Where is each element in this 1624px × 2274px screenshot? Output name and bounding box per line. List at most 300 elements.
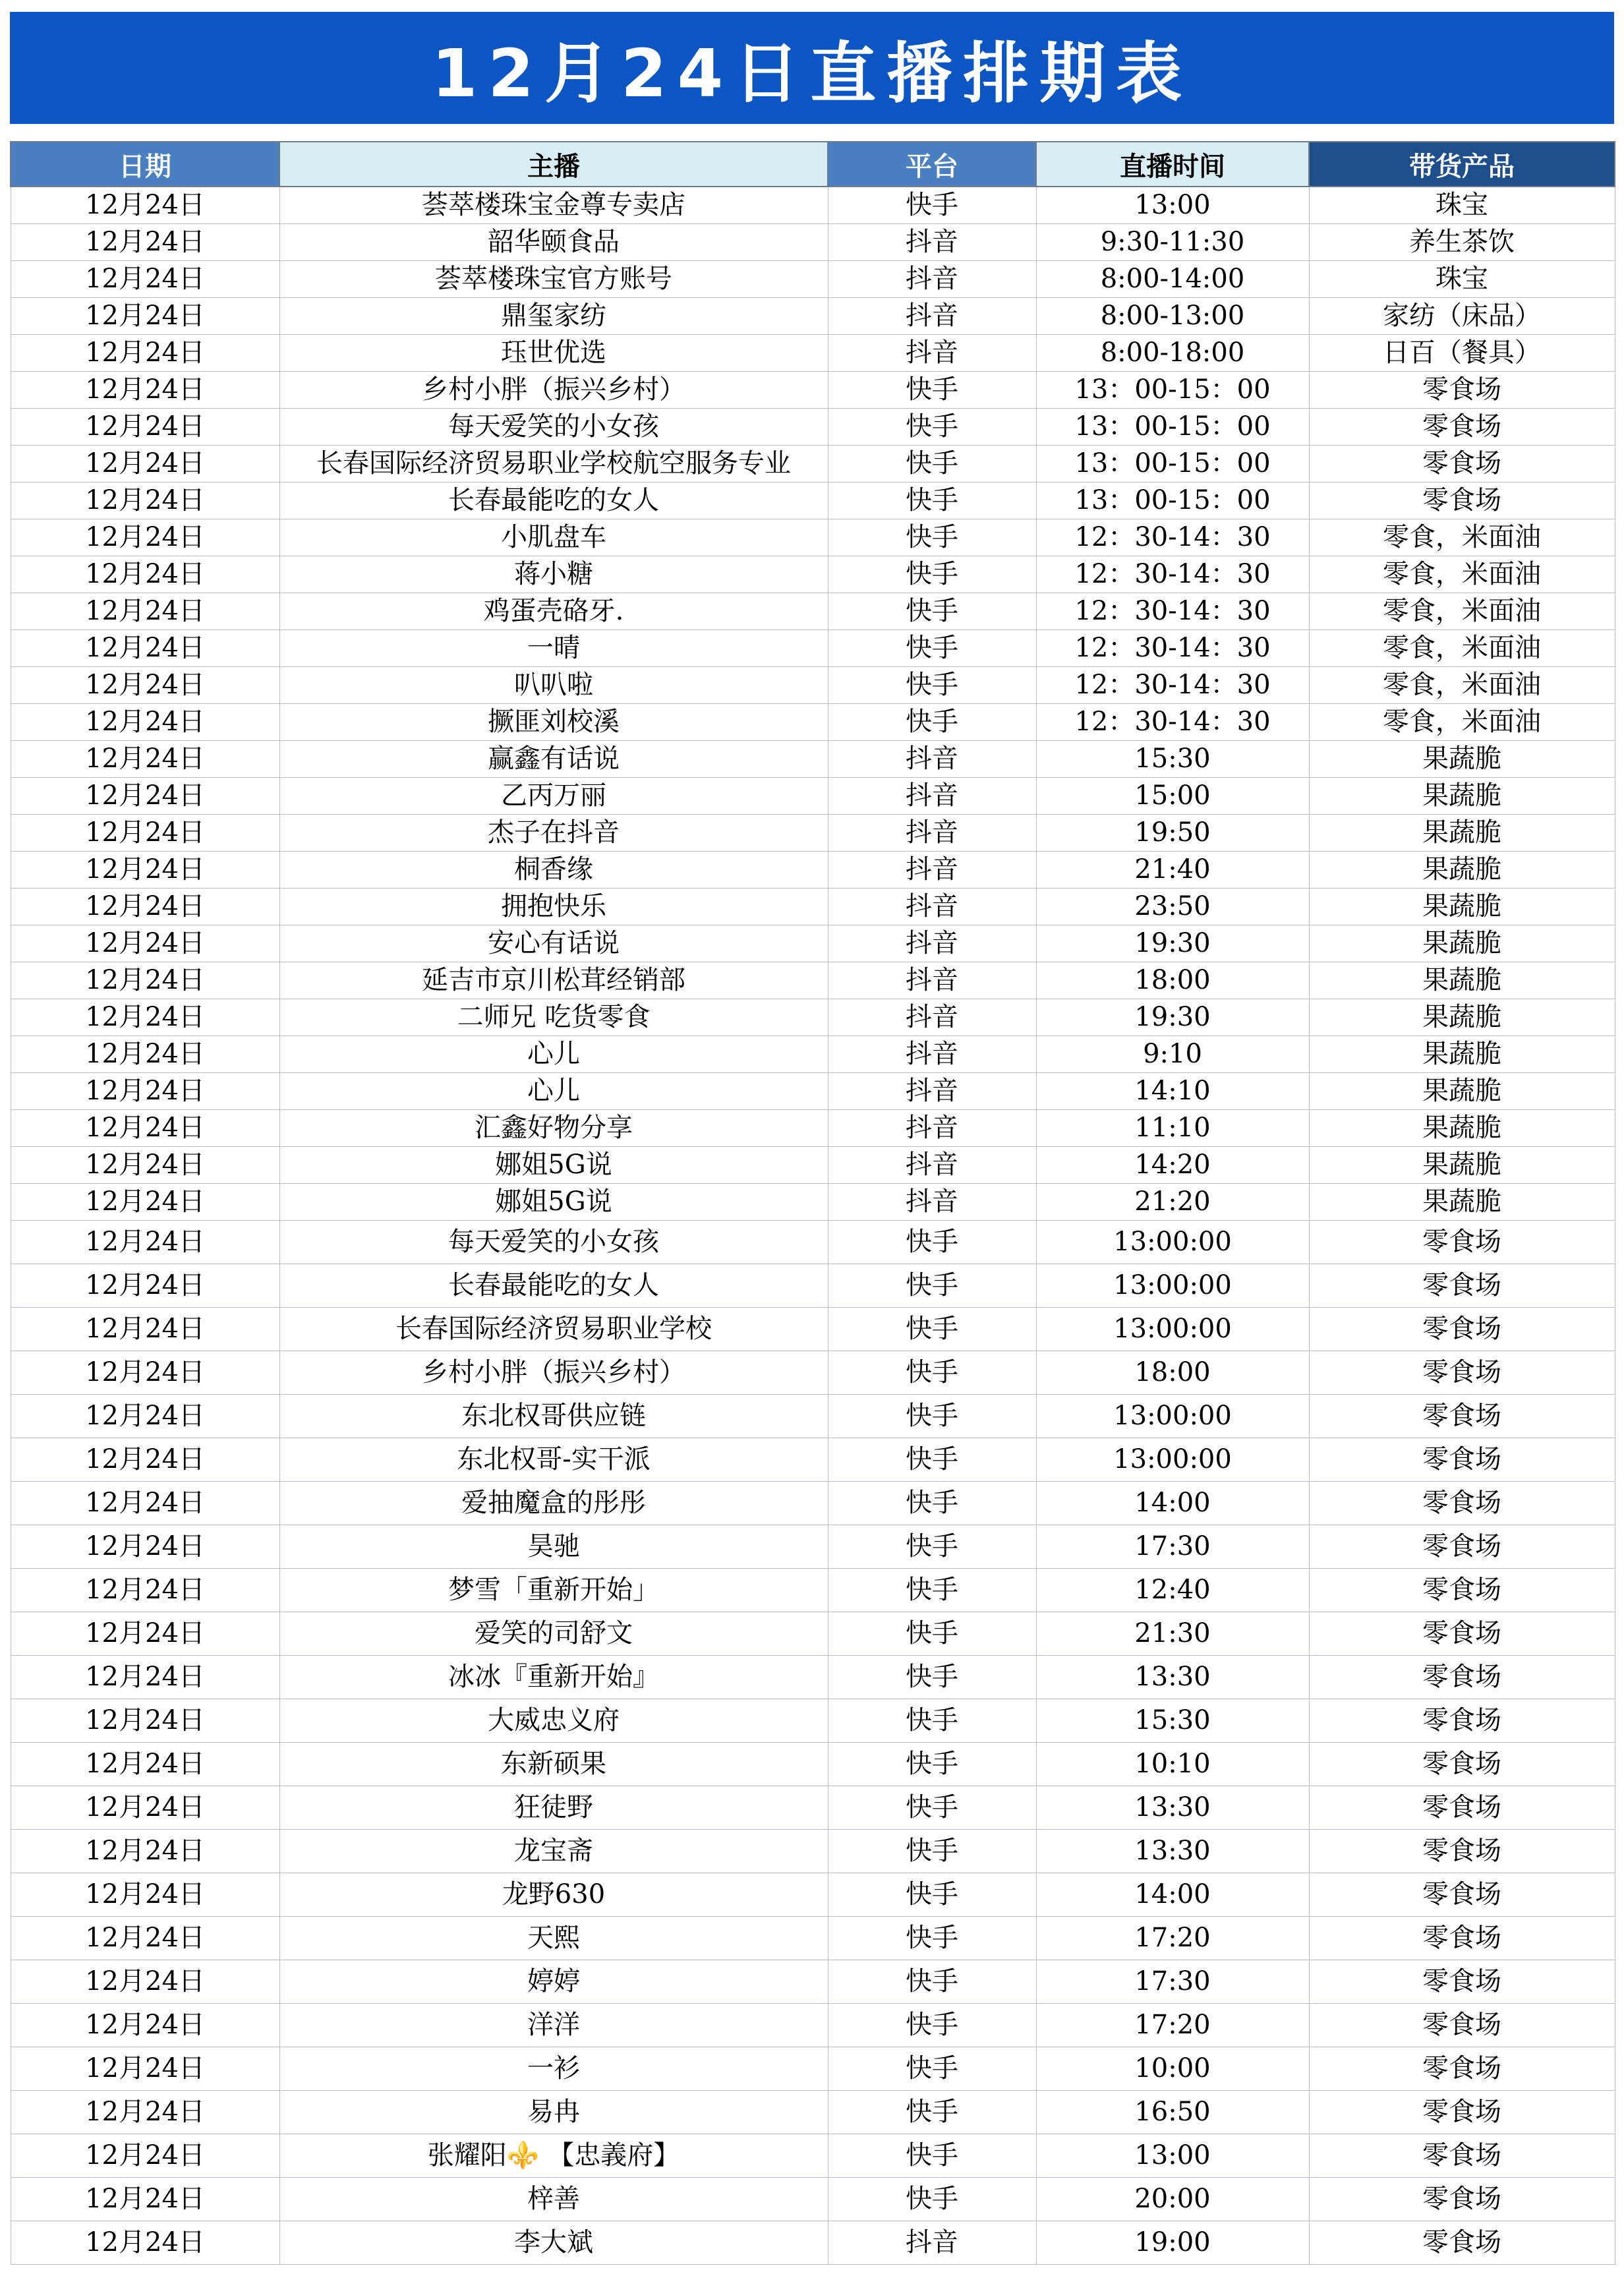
cell-product: 零食场 — [1309, 408, 1615, 445]
cell-host: 天熙 — [279, 1916, 828, 1960]
cell-platform: 快手 — [828, 445, 1036, 482]
cell-product: 零食，米面油 — [1309, 556, 1615, 593]
table-row — [11, 260, 1615, 297]
cell-host: 珏世优选 — [279, 334, 828, 371]
cell-host: 乡村小胖（振兴乡村） — [279, 371, 828, 408]
table-row — [11, 1655, 1615, 1699]
cell-platform: 抖音 — [828, 1035, 1036, 1072]
header-row — [11, 142, 1615, 187]
cell-product: 零食场 — [1309, 1220, 1615, 1264]
cell-time: 13:00:00 — [1036, 1394, 1309, 1438]
cell-platform: 快手 — [828, 1481, 1036, 1525]
cell-date: 12月24日 — [11, 851, 279, 888]
cell-platform: 快手 — [828, 408, 1036, 445]
cell-host: 安心有话说 — [279, 925, 828, 962]
cell-platform: 快手 — [828, 1525, 1036, 1568]
cell-host: 东新硕果 — [279, 1742, 828, 1786]
cell-time: 18:00 — [1036, 1351, 1309, 1394]
table-row — [11, 703, 1615, 740]
table-row — [11, 1109, 1615, 1146]
cell-date: 12月24日 — [11, 1873, 279, 1916]
cell-time: 8:00-18:00 — [1036, 334, 1309, 371]
table-row — [11, 925, 1615, 962]
cell-host: 鼎玺家纺 — [279, 297, 828, 334]
table-row — [11, 1916, 1615, 1960]
cell-product: 零食场 — [1309, 1742, 1615, 1786]
cell-date: 12月24日 — [11, 1655, 279, 1699]
cell-product: 零食场 — [1309, 1829, 1615, 1873]
table-row — [11, 445, 1615, 482]
cell-product: 零食场 — [1309, 2090, 1615, 2134]
cell-host: 龙宝斋 — [279, 1829, 828, 1873]
cell-time: 9:10 — [1036, 1035, 1309, 1072]
cell-host: 乙丙万丽 — [279, 777, 828, 814]
cell-time: 15:00 — [1036, 777, 1309, 814]
cell-date: 12月24日 — [11, 703, 279, 740]
cell-time: 12：30-14：30 — [1036, 556, 1309, 593]
cell-product: 零食场 — [1309, 2221, 1615, 2264]
cell-platform: 抖音 — [828, 925, 1036, 962]
cell-time: 19:50 — [1036, 814, 1309, 851]
cell-platform: 快手 — [828, 1264, 1036, 1307]
cell-platform: 快手 — [828, 1916, 1036, 1960]
cell-product: 零食场 — [1309, 1655, 1615, 1699]
cell-time: 9:30-11:30 — [1036, 223, 1309, 260]
cell-time: 14:10 — [1036, 1072, 1309, 1109]
page-title: 12月24日直播排期表 — [431, 35, 1193, 112]
cell-platform: 快手 — [828, 2047, 1036, 2090]
cell-date: 12月24日 — [11, 777, 279, 814]
cell-platform: 快手 — [828, 1220, 1036, 1264]
table-row — [11, 2177, 1615, 2221]
cell-platform: 抖音 — [828, 999, 1036, 1035]
cell-host: 李大斌 — [279, 2221, 828, 2264]
cell-host: 梦雪「重新开始」 — [279, 1568, 828, 1612]
cell-platform: 抖音 — [828, 777, 1036, 814]
cell-product: 零食场 — [1309, 1394, 1615, 1438]
cell-time: 13:30 — [1036, 1786, 1309, 1829]
table-row — [11, 1742, 1615, 1786]
cell-product: 果蔬脆 — [1309, 1035, 1615, 1072]
cell-product: 果蔬脆 — [1309, 740, 1615, 777]
cell-product: 零食场 — [1309, 2134, 1615, 2177]
cell-platform: 快手 — [828, 482, 1036, 519]
cell-date: 12月24日 — [11, 187, 279, 223]
cell-date: 12月24日 — [11, 1072, 279, 1109]
cell-platform: 快手 — [828, 1351, 1036, 1394]
cell-product: 果蔬脆 — [1309, 1072, 1615, 1109]
cell-host: 乡村小胖（振兴乡村） — [279, 1351, 828, 1394]
cell-host: 娜姐5G说 — [279, 1183, 828, 1220]
cell-product: 零食场 — [1309, 1525, 1615, 1568]
cell-time: 18:00 — [1036, 962, 1309, 999]
cell-date: 12月24日 — [11, 666, 279, 703]
cell-host: 心儿 — [279, 1072, 828, 1109]
cell-time: 14:20 — [1036, 1146, 1309, 1183]
cell-platform: 快手 — [828, 1873, 1036, 1916]
table-row — [11, 1481, 1615, 1525]
table-row — [11, 1699, 1615, 1742]
cell-host: 洋洋 — [279, 2003, 828, 2047]
cell-time: 17:30 — [1036, 1960, 1309, 2003]
cell-product: 果蔬脆 — [1309, 925, 1615, 962]
cell-host: 昊驰 — [279, 1525, 828, 1568]
cell-date: 12月24日 — [11, 888, 279, 925]
table-row — [11, 371, 1615, 408]
cell-host: 心儿 — [279, 1035, 828, 1072]
table-row — [11, 408, 1615, 445]
cell-time: 15:30 — [1036, 1699, 1309, 1742]
cell-time: 19:00 — [1036, 2221, 1309, 2264]
table-row — [11, 1612, 1615, 1655]
cell-time: 17:20 — [1036, 2003, 1309, 2047]
cell-platform: 快手 — [828, 1786, 1036, 1829]
cell-host: 梓善 — [279, 2177, 828, 2221]
cell-time: 19:30 — [1036, 999, 1309, 1035]
table-row — [11, 777, 1615, 814]
cell-platform: 快手 — [828, 1829, 1036, 1873]
cell-time: 13：00-15：00 — [1036, 371, 1309, 408]
cell-product: 零食，米面油 — [1309, 629, 1615, 666]
cell-host: 一晴 — [279, 629, 828, 666]
cell-time: 14:00 — [1036, 1873, 1309, 1916]
table-row — [11, 593, 1615, 629]
cell-date: 12月24日 — [11, 1568, 279, 1612]
cell-time: 12：30-14：30 — [1036, 703, 1309, 740]
cell-product: 果蔬脆 — [1309, 999, 1615, 1035]
cell-host: 长春国际经济贸易职业学校 — [279, 1307, 828, 1351]
cell-host: 长春最能吃的女人 — [279, 1264, 828, 1307]
cell-host: 爱笑的司舒文 — [279, 1612, 828, 1655]
table-row — [11, 814, 1615, 851]
cell-date: 12月24日 — [11, 1525, 279, 1568]
cell-product: 果蔬脆 — [1309, 1183, 1615, 1220]
cell-platform: 快手 — [828, 2134, 1036, 2177]
cell-date: 12月24日 — [11, 814, 279, 851]
cell-time: 19:30 — [1036, 925, 1309, 962]
cell-product: 零食场 — [1309, 1351, 1615, 1394]
cell-date: 12月24日 — [11, 1035, 279, 1072]
cell-product: 日百（餐具） — [1309, 334, 1615, 371]
cell-time: 21:40 — [1036, 851, 1309, 888]
table-row — [11, 2134, 1615, 2177]
cell-date: 12月24日 — [11, 925, 279, 962]
cell-product: 果蔬脆 — [1309, 1146, 1615, 1183]
cell-time: 13：00-15：00 — [1036, 408, 1309, 445]
cell-date: 12月24日 — [11, 1481, 279, 1525]
cell-platform: 抖音 — [828, 1146, 1036, 1183]
column-header-time: 直播时间 — [1036, 142, 1309, 187]
cell-platform: 快手 — [828, 187, 1036, 223]
cell-host: 东北权哥供应链 — [279, 1394, 828, 1438]
cell-time: 12：30-14：30 — [1036, 519, 1309, 556]
cell-date: 12月24日 — [11, 1438, 279, 1481]
cell-product: 零食场 — [1309, 1699, 1615, 1742]
table-row — [11, 1525, 1615, 1568]
cell-platform: 抖音 — [828, 223, 1036, 260]
cell-platform: 抖音 — [828, 962, 1036, 999]
cell-platform: 快手 — [828, 556, 1036, 593]
cell-date: 12月24日 — [11, 223, 279, 260]
table-row — [11, 1568, 1615, 1612]
cell-platform: 快手 — [828, 1742, 1036, 1786]
table-row — [11, 223, 1615, 260]
cell-time: 10:10 — [1036, 1742, 1309, 1786]
table-row — [11, 1220, 1615, 1264]
cell-platform: 快手 — [828, 519, 1036, 556]
cell-product: 零食场 — [1309, 1786, 1615, 1829]
cell-platform: 快手 — [828, 593, 1036, 629]
cell-time: 13:00:00 — [1036, 1220, 1309, 1264]
table-row — [11, 1351, 1615, 1394]
column-header-platform: 平台 — [828, 142, 1036, 187]
cell-platform: 快手 — [828, 2003, 1036, 2047]
cell-platform: 快手 — [828, 1394, 1036, 1438]
cell-date: 12月24日 — [11, 482, 279, 519]
table-row — [11, 962, 1615, 999]
cell-platform: 快手 — [828, 1568, 1036, 1612]
cell-product: 零食场 — [1309, 445, 1615, 482]
cell-host: 每天爱笑的小女孩 — [279, 1220, 828, 1264]
cell-platform: 快手 — [828, 629, 1036, 666]
cell-product: 零食，米面油 — [1309, 519, 1615, 556]
cell-host: 婷婷 — [279, 1960, 828, 2003]
cell-host: 荟萃楼珠宝金尊专卖店 — [279, 187, 828, 223]
cell-time: 17:20 — [1036, 1916, 1309, 1960]
cell-time: 16:50 — [1036, 2090, 1309, 2134]
table-row — [11, 1264, 1615, 1307]
cell-date: 12月24日 — [11, 519, 279, 556]
cell-date: 12月24日 — [11, 629, 279, 666]
cell-product: 果蔬脆 — [1309, 1109, 1615, 1146]
table-row — [11, 187, 1615, 223]
cell-time: 8:00-14:00 — [1036, 260, 1309, 297]
cell-platform: 快手 — [828, 1960, 1036, 2003]
cell-host: 延吉市京川松茸经销部 — [279, 962, 828, 999]
cell-time: 13:00:00 — [1036, 1438, 1309, 1481]
cell-host: 桐香缘 — [279, 851, 828, 888]
table-row — [11, 851, 1615, 888]
cell-platform: 抖音 — [828, 334, 1036, 371]
cell-host: 赢鑫有话说 — [279, 740, 828, 777]
cell-host: 长春国际经济贸易职业学校航空服务专业 — [279, 445, 828, 482]
cell-host: 张耀阳⚜️ 【忠義府】 — [279, 2134, 828, 2177]
cell-date: 12月24日 — [11, 1307, 279, 1351]
cell-host: 每天爱笑的小女孩 — [279, 408, 828, 445]
cell-platform: 抖音 — [828, 1072, 1036, 1109]
cell-platform: 抖音 — [828, 2221, 1036, 2264]
cell-platform: 快手 — [828, 371, 1036, 408]
cell-host: 龙野630 — [279, 1873, 828, 1916]
cell-date: 12月24日 — [11, 2221, 279, 2264]
cell-date: 12月24日 — [11, 445, 279, 482]
cell-time: 13：00-15：00 — [1036, 482, 1309, 519]
cell-product: 零食场 — [1309, 2047, 1615, 2090]
cell-host: 冰冰『重新开始』 — [279, 1655, 828, 1699]
table-row — [11, 1960, 1615, 2003]
cell-platform: 抖音 — [828, 888, 1036, 925]
cell-time: 12:40 — [1036, 1568, 1309, 1612]
cell-platform: 抖音 — [828, 814, 1036, 851]
cell-time: 17:30 — [1036, 1525, 1309, 1568]
cell-product: 零食场 — [1309, 1612, 1615, 1655]
title-banner — [10, 12, 1614, 124]
cell-date: 12月24日 — [11, 2134, 279, 2177]
cell-product: 零食场 — [1309, 2003, 1615, 2047]
table-row — [11, 1873, 1615, 1916]
table-row — [11, 2047, 1615, 2090]
cell-date: 12月24日 — [11, 1960, 279, 2003]
table-row — [11, 2090, 1615, 2134]
cell-date: 12月24日 — [11, 1264, 279, 1307]
cell-date: 12月24日 — [11, 962, 279, 999]
table-row — [11, 1146, 1615, 1183]
cell-date: 12月24日 — [11, 1183, 279, 1220]
cell-product: 零食场 — [1309, 1264, 1615, 1307]
cell-host: 荟萃楼珠宝官方账号 — [279, 260, 828, 297]
cell-product: 果蔬脆 — [1309, 962, 1615, 999]
table-row — [11, 519, 1615, 556]
cell-host: 撅匪刘校溪 — [279, 703, 828, 740]
cell-product: 零食场 — [1309, 1568, 1615, 1612]
table-row — [11, 740, 1615, 777]
cell-time: 11:10 — [1036, 1109, 1309, 1146]
cell-date: 12月24日 — [11, 1146, 279, 1183]
cell-product: 零食，米面油 — [1309, 593, 1615, 629]
table-row — [11, 1035, 1615, 1072]
cell-time: 13:00:00 — [1036, 1307, 1309, 1351]
cell-time: 23:50 — [1036, 888, 1309, 925]
cell-product: 珠宝 — [1309, 260, 1615, 297]
cell-product: 珠宝 — [1309, 187, 1615, 223]
cell-time: 8:00-13:00 — [1036, 297, 1309, 334]
table-row — [11, 556, 1615, 593]
cell-host: 易冉 — [279, 2090, 828, 2134]
table-row — [11, 629, 1615, 666]
cell-date: 12月24日 — [11, 593, 279, 629]
cell-host: 叭叭啦 — [279, 666, 828, 703]
cell-date: 12月24日 — [11, 260, 279, 297]
cell-date: 12月24日 — [11, 999, 279, 1035]
cell-time: 12：30-14：30 — [1036, 629, 1309, 666]
table-row — [11, 1307, 1615, 1351]
cell-platform: 快手 — [828, 666, 1036, 703]
cell-platform: 快手 — [828, 1612, 1036, 1655]
table-row — [11, 2221, 1615, 2264]
column-header-date: 日期 — [11, 142, 279, 187]
cell-date: 12月24日 — [11, 371, 279, 408]
cell-platform: 快手 — [828, 703, 1036, 740]
cell-product: 果蔬脆 — [1309, 888, 1615, 925]
cell-date: 12月24日 — [11, 408, 279, 445]
cell-time: 14:00 — [1036, 1481, 1309, 1525]
cell-platform: 抖音 — [828, 260, 1036, 297]
cell-product: 果蔬脆 — [1309, 777, 1615, 814]
cell-date: 12月24日 — [11, 2177, 279, 2221]
cell-time: 13:00:00 — [1036, 1264, 1309, 1307]
table-row — [11, 1786, 1615, 1829]
cell-time: 13:00 — [1036, 2134, 1309, 2177]
cell-host: 狂徒野 — [279, 1786, 828, 1829]
table-row — [11, 1394, 1615, 1438]
cell-product: 零食场 — [1309, 482, 1615, 519]
cell-product: 零食场 — [1309, 1873, 1615, 1916]
cell-time: 12：30-14：30 — [1036, 666, 1309, 703]
schedule-table — [10, 141, 1615, 2265]
cell-time: 21:30 — [1036, 1612, 1309, 1655]
cell-host: 杰子在抖音 — [279, 814, 828, 851]
table-row — [11, 2003, 1615, 2047]
cell-host: 汇鑫好物分享 — [279, 1109, 828, 1146]
cell-time: 13:30 — [1036, 1655, 1309, 1699]
cell-date: 12月24日 — [11, 1220, 279, 1264]
cell-host: 韶华颐食品 — [279, 223, 828, 260]
cell-date: 12月24日 — [11, 740, 279, 777]
column-header-product: 带货产品 — [1309, 142, 1615, 187]
cell-host: 娜姐5G说 — [279, 1146, 828, 1183]
cell-platform: 快手 — [828, 2177, 1036, 2221]
cell-platform: 抖音 — [828, 297, 1036, 334]
cell-platform: 快手 — [828, 2090, 1036, 2134]
cell-host: 一衫 — [279, 2047, 828, 2090]
cell-host: 二师兄 吃货零食 — [279, 999, 828, 1035]
column-header-host: 主播 — [279, 142, 828, 187]
schedule-rows — [11, 187, 1615, 2264]
cell-product: 果蔬脆 — [1309, 851, 1615, 888]
cell-date: 12月24日 — [11, 297, 279, 334]
cell-platform: 快手 — [828, 1307, 1036, 1351]
cell-host: 鸡蛋壳硌牙. — [279, 593, 828, 629]
table-row — [11, 1183, 1615, 1220]
cell-date: 12月24日 — [11, 1829, 279, 1873]
table-row — [11, 1072, 1615, 1109]
table-row — [11, 666, 1615, 703]
cell-date: 12月24日 — [11, 1612, 279, 1655]
cell-platform: 快手 — [828, 1699, 1036, 1742]
table-row — [11, 1438, 1615, 1481]
cell-product: 养生茶饮 — [1309, 223, 1615, 260]
table-row — [11, 334, 1615, 371]
cell-date: 12月24日 — [11, 2003, 279, 2047]
cell-host: 蒋小糖 — [279, 556, 828, 593]
cell-host: 东北权哥-实干派 — [279, 1438, 828, 1481]
cell-product: 零食场 — [1309, 1960, 1615, 2003]
cell-date: 12月24日 — [11, 1786, 279, 1829]
cell-platform: 快手 — [828, 1655, 1036, 1699]
cell-product: 零食场 — [1309, 1481, 1615, 1525]
cell-time: 15:30 — [1036, 740, 1309, 777]
cell-product: 零食场 — [1309, 2177, 1615, 2221]
cell-date: 12月24日 — [11, 556, 279, 593]
cell-product: 零食场 — [1309, 1307, 1615, 1351]
cell-host: 爱抽魔盒的彤彤 — [279, 1481, 828, 1525]
cell-time: 20:00 — [1036, 2177, 1309, 2221]
cell-platform: 抖音 — [828, 740, 1036, 777]
cell-host: 拥抱快乐 — [279, 888, 828, 925]
cell-platform: 快手 — [828, 1438, 1036, 1481]
cell-time: 13:00 — [1036, 187, 1309, 223]
cell-date: 12月24日 — [11, 1351, 279, 1394]
cell-host: 长春最能吃的女人 — [279, 482, 828, 519]
cell-host: 小肌盘车 — [279, 519, 828, 556]
table-row — [11, 888, 1615, 925]
cell-platform: 抖音 — [828, 1183, 1036, 1220]
cell-date: 12月24日 — [11, 2047, 279, 2090]
cell-date: 12月24日 — [11, 2090, 279, 2134]
cell-platform: 抖音 — [828, 1109, 1036, 1146]
cell-product: 果蔬脆 — [1309, 814, 1615, 851]
cell-date: 12月24日 — [11, 334, 279, 371]
